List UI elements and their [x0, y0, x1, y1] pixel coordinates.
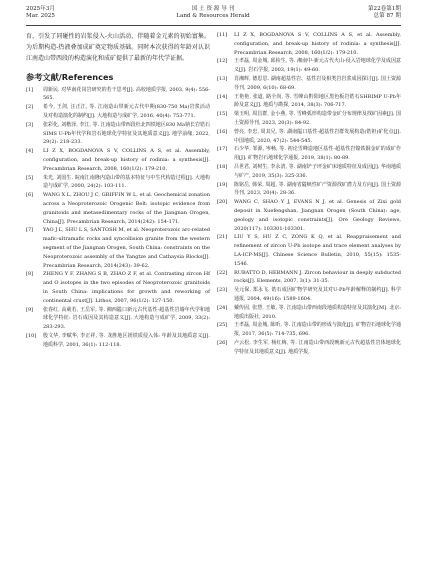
reference-item [217, 286, 401, 304]
reference-number: [21] [217, 234, 228, 241]
reference-item [217, 198, 401, 233]
volume-en: 总第 87 期 [373, 13, 401, 19]
reference-text: 希今, 王剑, 汪正江, 等. 江南造山带新元古代中期(830-750 Ma)岩浆活动及对构造演化的制约[J]. 大地构造与成矿学, 2016, 40(4): 753-771. [43, 104, 210, 119]
reference-text: 周新民. 对华南花岗岩研究的若干思考[J]. 高校地质学报, 2003, 9(4): 556-565. [43, 86, 210, 102]
reference-item [217, 57, 401, 75]
header-rule [26, 25, 401, 26]
reference-number: [5] [26, 174, 34, 181]
reference-number: [1] [26, 86, 34, 93]
reference-item [217, 93, 401, 111]
reference-number: [8] [26, 271, 34, 278]
volume-cn: 第22卷第1期 [367, 6, 401, 12]
reference-item [217, 110, 401, 128]
reference-item [26, 103, 210, 121]
reference-item [26, 174, 210, 192]
reference-text: LI Z X, BOGDANOVA S V, COLLINS A S, et al. Assembly, configuration, and break-up history of rodinia: a synthesis[J]. Precambrian Research, 2008, 160(1/2): 179-210. [234, 32, 401, 56]
reference-text: 肖湘辉, 德思思. 湖南超基性岩、基性岩及相类岩岩浆成因探讨[J]. 国土资源导刊, 2009, 6(10): 68-69. [234, 75, 401, 91]
reference-text: ZHENG Y F, ZHANG S B, ZHAO Z F, et al. Contrasting zircon Hf and O isotopes in the two episodes of Neoproterozoic granitoids in South China: implications for growth and reworking of continental crust[J]. Lithos, 2007, 96(1/2): 127-150. [43, 271, 210, 304]
reference-number: [25] [217, 322, 228, 329]
reference-text: WANG C, SHAO Y J, EVANS N J, et al. Genesis of Zixi gold deposit in Xuefengshan, Jiangnan Orogen (South China): age, geology and isotopic constraints[J]. Ore Geology Reviews, 2020(117): 103301-103301. [234, 199, 401, 232]
reference-number: [20] [217, 199, 228, 206]
reference-number: [6] [26, 192, 34, 199]
reference-item [217, 321, 401, 339]
reference-text: LIU Y S, HU Z C, ZONG K Q, et al. Reappraisement and refinement of zircon U-Pb isotope and trace element analyses by LA-ICP-MS[J]. Chinese Science Bulletin, 2010, 55(15): 1535-1546. [234, 234, 401, 267]
reference-text: 王艳艳, 张道, 路全尚, 等. 雪峰山黔阳地区黑色板岩锆石SHRIMP U-Pb年龄及意义[J]. 地质与勘探, 2014, 38(3): 706-717. [234, 93, 401, 109]
reference-number: [19] [217, 181, 228, 188]
reference-list-right [217, 31, 401, 356]
reference-text: 卢云松, 李生军, 杨红梅, 等. 江南造山带西段晚新元古代超基性岩体地球化学特征及其地质意义[J]. 地质学报, [234, 339, 401, 355]
reference-number: [16] [217, 128, 228, 135]
reference-item [217, 304, 401, 322]
reference-number: [18] [217, 163, 228, 170]
issue-date-en: Mar. 2025 [26, 13, 55, 19]
reference-item [217, 128, 401, 146]
reference-text: 殷文华, 李赋华, 李正祥, 等. 龙胜地区镁铁质侵入体: 年龄及其地质意义[J]. 地质科学, 2001, 36(1): 112-118. [43, 332, 210, 348]
reference-number: [14] [217, 93, 228, 100]
reference-text: 张春红, 高葳若, 王岳军, 等. 湘西隘口新元古代基性-超基性岩墙年代学和地球化学特征: 岩石成因及其构造意义[J]. 大地构造与成矿学, 2009, 33(2): 283-293. [43, 306, 210, 331]
reference-text: 梁玉明, 周昌群, 金小燕, 等. 雪峰弧形构造带金矿分布规律及找矿因素[J]. 国土资源导刊, 2023, 20(3): 84-92. [234, 111, 401, 126]
reference-text: 朱光, 刘国生. 皖南江南隆内造山带的基本特征与中生代构造过程[J]. 大地构造与成矿学, 2000, 24(2): 103-111. [43, 174, 210, 190]
reference-item [217, 31, 401, 57]
reference-item [26, 270, 210, 305]
reference-text: 戴传固, 张慧, 王敏, 等. 江南造山带西南段地质构造特征及其演化[M]. 北京: 地质出版社, 2010. [234, 304, 401, 320]
journal-title-cn: 国 土 资 源 导 刊 [191, 6, 235, 12]
reference-number: [11] [217, 32, 228, 38]
reference-item [26, 86, 210, 104]
page-header [0, 0, 427, 26]
reference-text: 王孝磊, 周金城, 陈昕, 等. 江南造山带的形成与演化[J]. 矿物岩石地球化学通报, 2017, 36(5): 714-735, 696. [234, 322, 401, 338]
reference-number: [26] [217, 339, 228, 346]
reference-number: [3] [26, 121, 34, 128]
reference-number: [15] [217, 111, 228, 118]
issue-date-cn: 2025年3月 [26, 6, 55, 12]
intro-paragraph: 育，引发了同碰性的岩浆侵入-火山活动，伴随着金元素的初始富集。为后期构造-热液叠加成矿奠定物质基础。同时本次获得的年龄对认识江南造山带西段的构造演化和成矿提供了最新的年代学证据。 [26, 33, 210, 63]
right-column [217, 31, 401, 356]
reference-number: [7] [26, 227, 34, 234]
reference-item [217, 339, 401, 357]
reference-item [26, 191, 210, 226]
reference-number: [9] [26, 306, 34, 313]
reference-number: [22] [217, 269, 228, 276]
reference-item [26, 147, 210, 173]
reference-text: 石少华, 邹源, 岑畅, 等. 初论雪峰造地区基性-超基性岩镍铁铜金矿的成矿作用[J]. 矿物岩石地球化学通报, 2019, 38(1): 80-89. [234, 146, 401, 162]
reference-item [217, 181, 401, 199]
reference-text: 吕世君, 刘树生, 李永清, 等. 湖南铲子坪金矿床地质特征及成因[J]. 华南地质与矿产, 2019, 35(3): 325-336. [234, 163, 401, 179]
reference-item [26, 226, 210, 270]
reference-number: [12] [217, 58, 228, 65]
reference-item [217, 163, 401, 181]
reference-item [26, 332, 210, 350]
left-column [26, 31, 210, 350]
reference-item [217, 145, 401, 163]
reference-number: [13] [217, 75, 228, 82]
reference-number: [10] [26, 332, 37, 339]
reference-item [217, 75, 401, 93]
reference-item [26, 121, 210, 147]
reference-number: [4] [26, 148, 34, 155]
reference-number: [23] [217, 287, 228, 294]
reference-text: WANG X L, ZHOU J C, GRIFFIN W L, et al. Geochemical zonation across a Neoproterozoic Orogenic Belt: isotopic evidence from granitoids and metasedimentary rocks of the Jiangnan Orogen, China[J]. Precambrian Research, 2014(242): 154-171. [43, 192, 210, 225]
reference-number: [17] [217, 146, 228, 153]
reference-text: RUBATTO D, HERMANN J. Zircon behaviour in deeply subducted rocks[J]. Elements, 2007, 3(1): 31-35. [234, 269, 401, 285]
reference-item [217, 233, 401, 268]
reference-text: 张彩化, 刘楷泽, 李江, 等. 江南造山带西段杜北四铁地区830 Ma钠长岩锆石SIMS U-Pb年代学和岩石地球化学特征及其地质意义[J]. 地学前缘, 2022, 29(2): 218-233. [43, 121, 210, 146]
reference-text: YAO J L, SHU L S, SANTOSH M, et al. Neoproterozoic arc-related mafic-ultramafic rocks and syncollision granite from the western segment of the Jiangnan Orogen, South China: constraints on the Neoproterozoic assembly of the Yangtze and Cathaysia Blocks[J]. Precambrian Research, 2014(243): 39-62. [43, 227, 210, 269]
reference-text: LI Z X, BOGDANOVA S V, COLLINS A S, et al. Assembly, configuration, and break-up history of rodinia: a synthesis[J]. Precambrian Research, 2008, 160(1/2): 179-210. [43, 148, 210, 172]
journal-title-en: Land & Resources Herald [176, 13, 250, 19]
references-heading: 参考文献/References [26, 71, 114, 82]
reference-number: [2] [26, 104, 34, 111]
reference-text: 曾亮, 李忠, 周其兄, 等. 湖南隘口基性-超基性岩群发展构造(锆钽)矿化点[J]. 中国地质, 2020, 47(2): 544-545. [234, 128, 401, 144]
reference-text: 陈铭岳, 韩荣, 周超, 等. 湖南省隘峡性矿产资源找矿潜力及方向[J]. 国土资源导刊, 2023, 20(4): 28-36. [234, 181, 401, 197]
reference-list-left [26, 86, 210, 350]
reference-text: 王孝磊, 周金城, 邱检生, 等. 湘南中-新元古代火山-侵入岩地球化学及成因意义[J]. 岩石学报, 2003, 19(1): 49-60. [234, 58, 401, 74]
reference-number: [24] [217, 304, 228, 311]
reference-item [26, 306, 210, 332]
reference-text: 吴元保, 郑永飞. 锆石成因矿物学研究及其对U-Pb年龄解释的制约[J]. 科学通报, 2004, 49(16): 1589-1604. [234, 287, 401, 302]
reference-item [217, 269, 401, 287]
